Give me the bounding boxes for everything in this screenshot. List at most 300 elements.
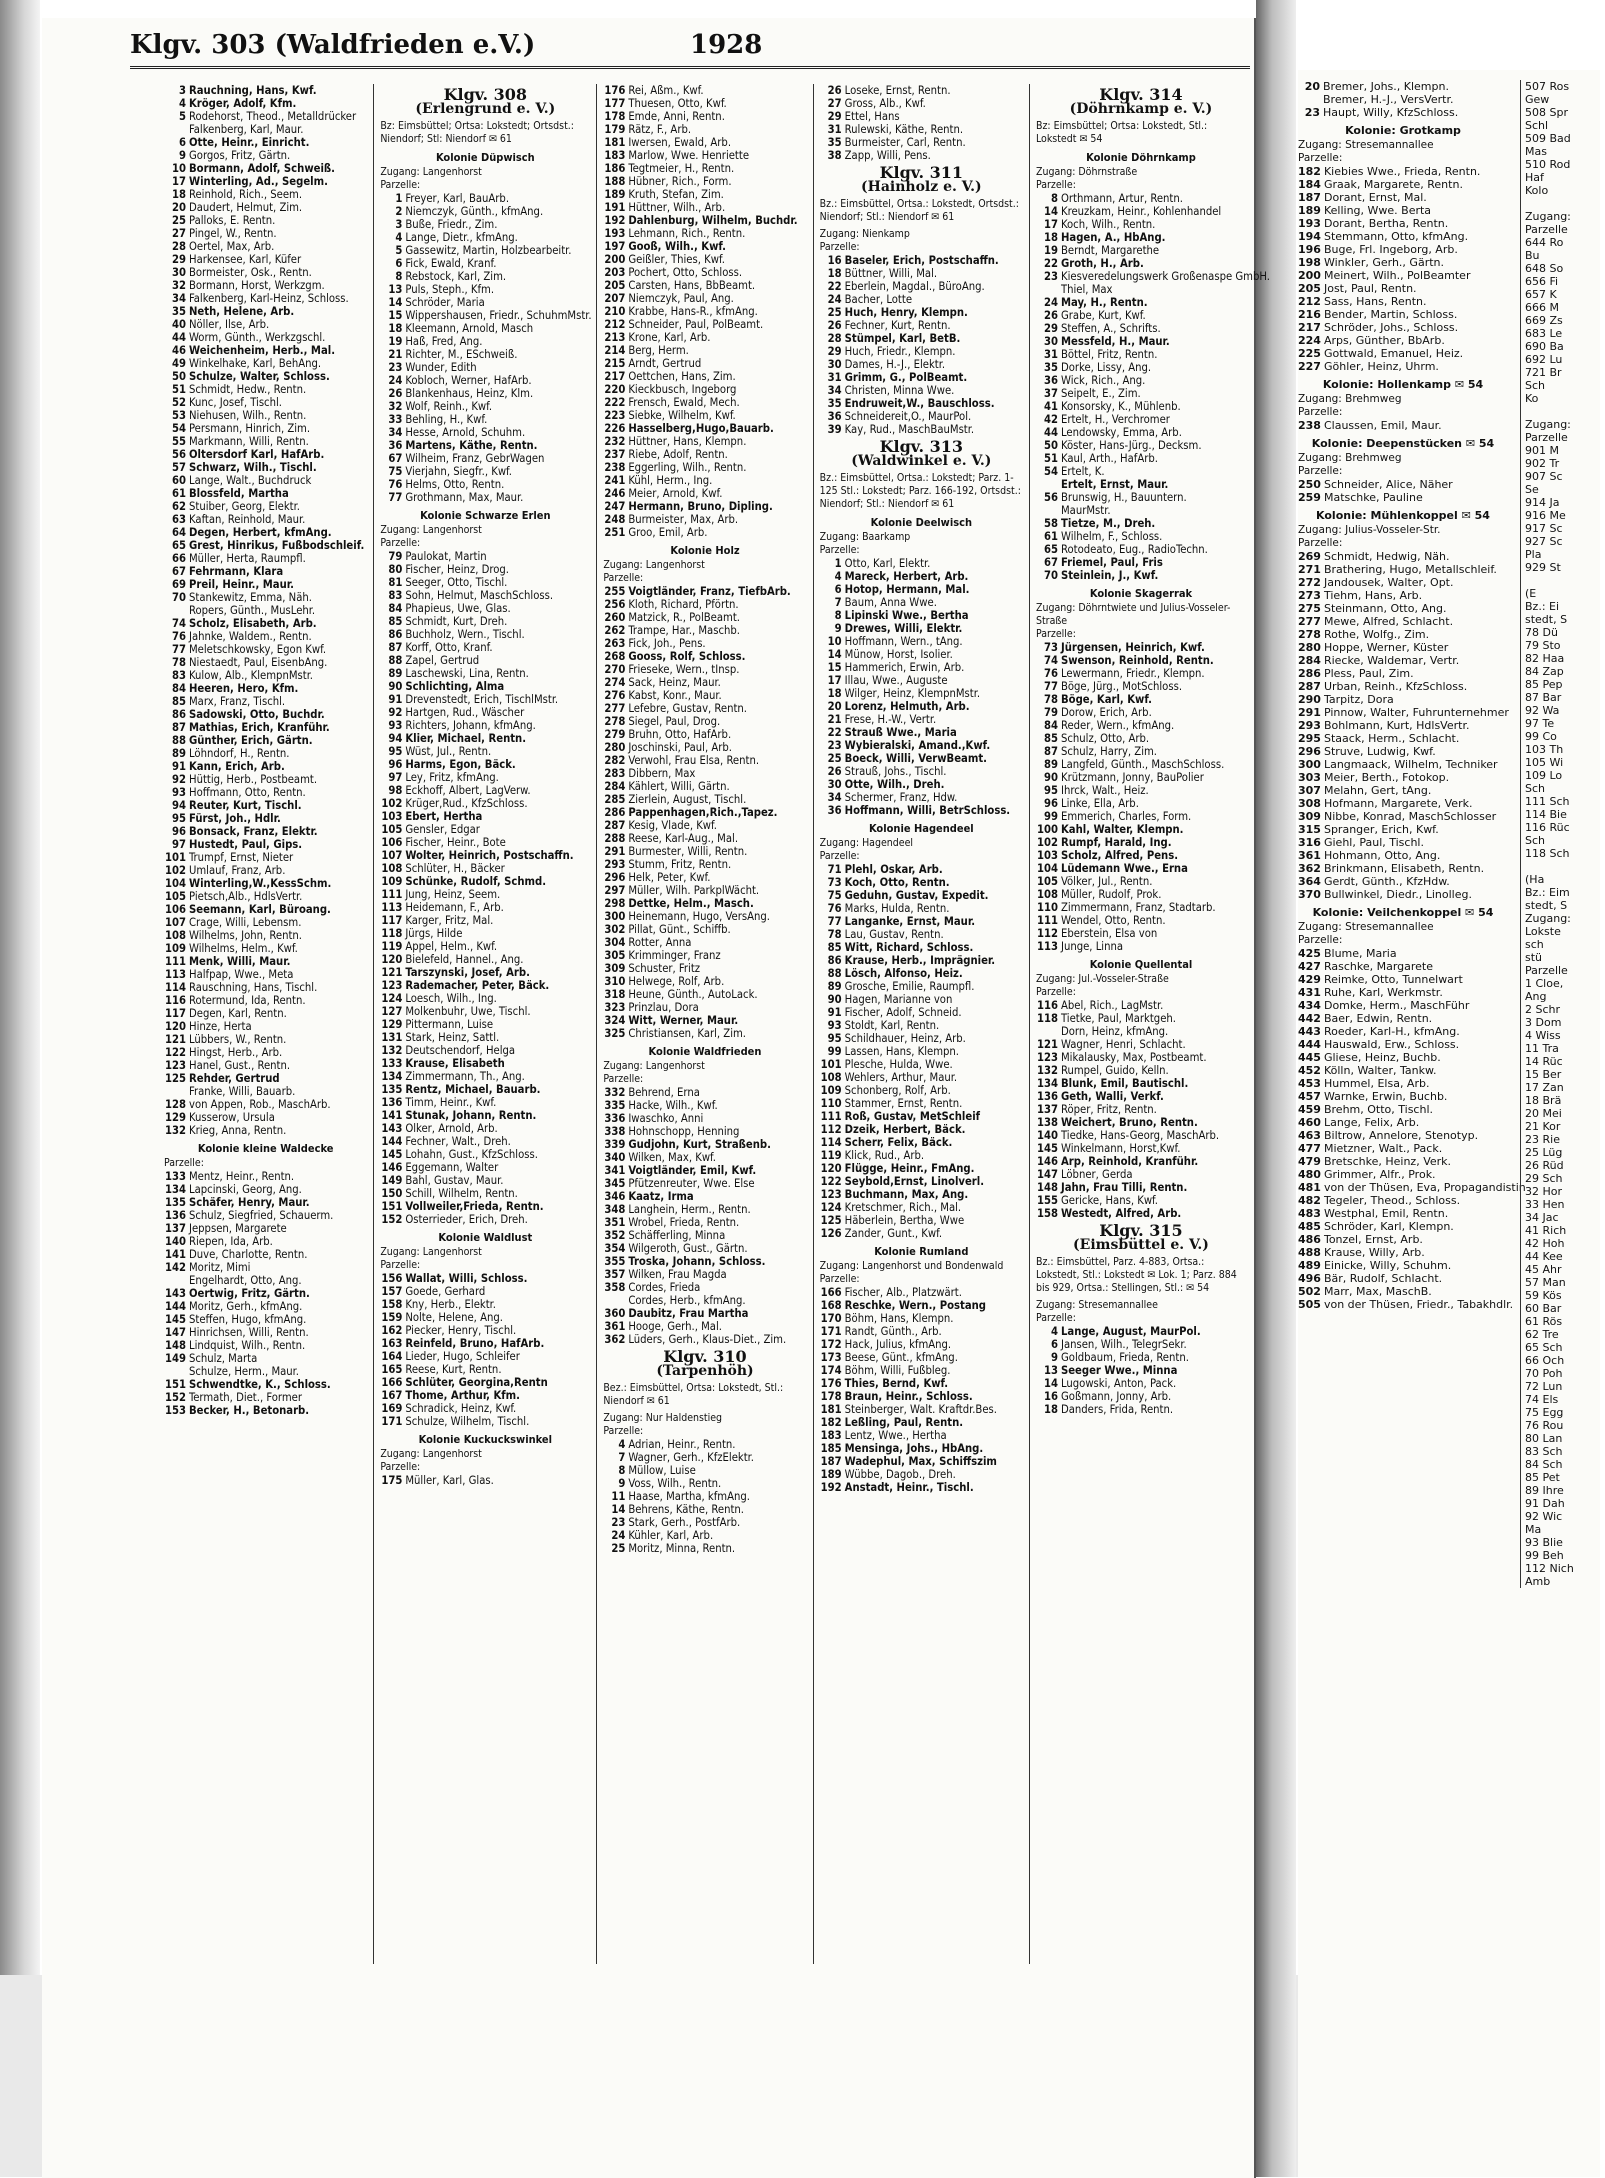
edge-fragment: 26 Rüd bbox=[1525, 1159, 1564, 1172]
list-item bbox=[164, 565, 367, 578]
list-item bbox=[603, 1255, 806, 1268]
club-info: Bz.: Eimsbüttel, Ortsa.: Lokstedt; Parz. 1-125 Stl.: Lokstedt; Parz. 166-192, Ortsdst.: Niendorf; Stl.: Niendorf ✉ 61 bbox=[819, 472, 1021, 510]
list-item bbox=[1036, 1064, 1246, 1077]
entry-text: Olker, Arnold, Arb. bbox=[405, 1122, 498, 1135]
entry-text: Rumpel, Guido, Kelln. bbox=[1060, 1064, 1169, 1077]
entry-number: 340 bbox=[604, 1151, 626, 1164]
list-item bbox=[1298, 667, 1508, 680]
zugang-label: Zugang: Hagendeel bbox=[819, 837, 914, 849]
entry-number: 95 bbox=[1043, 784, 1058, 797]
entry-text: Hartgen, Rud., Wäscher bbox=[405, 706, 525, 719]
zugang-label: Zugang: Döhrnstraße bbox=[1035, 166, 1138, 178]
entry-number: 32 bbox=[388, 400, 403, 413]
entry-number: 35 bbox=[827, 136, 842, 149]
entry-number: 146 bbox=[1036, 1155, 1058, 1168]
entry-number: 8 bbox=[834, 609, 842, 622]
entry-text: Grimmer, Alfr., Prok. bbox=[1323, 1168, 1436, 1181]
entry-number: 275 bbox=[1298, 602, 1321, 615]
list-item bbox=[1036, 1351, 1246, 1364]
entry-number: 29 bbox=[171, 253, 186, 266]
entry-number: 302 bbox=[604, 923, 626, 936]
entry-number: 8 bbox=[1050, 192, 1058, 205]
entry-number: 351 bbox=[604, 1216, 626, 1229]
entry-number: 36 bbox=[388, 439, 403, 452]
list-item bbox=[1298, 628, 1508, 641]
entry-number: 100 bbox=[1036, 823, 1058, 836]
entry-text: Osterrieder, Erich, Dreh. bbox=[405, 1213, 528, 1226]
entry-text: Seipelt, E., Zim. bbox=[1060, 387, 1141, 400]
column-1 bbox=[158, 84, 374, 1964]
edge-fragment: 648 So bbox=[1525, 262, 1564, 275]
list-item bbox=[380, 1415, 590, 1428]
entry-text: Kloth, Richard, Pförtn. bbox=[628, 598, 739, 611]
entry-number: 140 bbox=[1036, 1129, 1058, 1142]
entry-text: Mietzner, Walt., Pack. bbox=[1323, 1142, 1443, 1155]
edge-fragment: 666 M bbox=[1525, 301, 1559, 314]
entry-number: 136 bbox=[164, 1209, 186, 1222]
entry-number: 280 bbox=[1298, 641, 1321, 654]
list-item bbox=[164, 513, 367, 526]
edge-fragment: Kolo bbox=[1525, 184, 1549, 197]
entry-number: 108 bbox=[1036, 888, 1058, 901]
entry-number: 24 bbox=[1043, 296, 1058, 309]
entry-text: Grimm, G., PolBeamt. bbox=[844, 371, 968, 384]
entry-number: 98 bbox=[388, 784, 403, 797]
entry-text: Schulz, Marta bbox=[189, 1352, 258, 1365]
entry-text: Müller, Rudolf, Prok. bbox=[1060, 888, 1162, 901]
entry-text: Schildhauer, Heinz, Arb. bbox=[844, 1032, 966, 1045]
entry-number: 149 bbox=[164, 1352, 186, 1365]
list-item bbox=[1298, 823, 1508, 836]
list-item bbox=[380, 810, 590, 823]
entry-text: Burmeister, Carl, Rentn. bbox=[844, 136, 966, 149]
entry-text: Degen, Herbert, kfmAng. bbox=[189, 526, 332, 539]
entry-number: 79 bbox=[1043, 706, 1058, 719]
entry-text: Bonsack, Franz, Elektr. bbox=[189, 825, 318, 838]
edge-fragment: 656 Fi bbox=[1525, 275, 1559, 288]
list-item bbox=[603, 1242, 806, 1255]
list-item bbox=[603, 845, 806, 858]
entry-text: Nolte, Helene, Ang. bbox=[405, 1311, 503, 1324]
entry-number: 132 bbox=[381, 1044, 403, 1057]
list-item bbox=[380, 888, 590, 901]
list-item bbox=[1036, 771, 1246, 784]
entry-number: 460 bbox=[1298, 1116, 1321, 1129]
entry-text: Mathias, Erich, Kranführ. bbox=[189, 721, 330, 734]
entry-text: Schradick, Heinz, Kwf. bbox=[405, 1402, 517, 1415]
edge-fragment: 45 Ahr bbox=[1525, 1263, 1562, 1276]
entry-text: Schmidt, Kurt, Dreh. bbox=[405, 615, 508, 628]
list-item bbox=[820, 384, 1023, 397]
entry-text: Röper, Fritz, Rentn. bbox=[1060, 1103, 1157, 1116]
list-item bbox=[164, 1235, 367, 1248]
entry-text: Pinnow, Walter, Fuhrunternehmer bbox=[1323, 706, 1509, 719]
edge-fragment: 75 Egg bbox=[1525, 1406, 1564, 1419]
entry-text: Völker, Jul., Rentn. bbox=[1060, 875, 1153, 888]
entry-number: 34 bbox=[171, 292, 186, 305]
entry-text: Steinlein, J., Kwf. bbox=[1060, 569, 1159, 582]
entry-number: 90 bbox=[1043, 771, 1058, 784]
list-item bbox=[820, 1403, 1023, 1416]
entry-text: Brunswig, H., Bauuntern. bbox=[1060, 491, 1187, 504]
entry-number: 157 bbox=[381, 1285, 403, 1298]
entry-number: 141 bbox=[164, 1248, 186, 1261]
list-item bbox=[1036, 530, 1246, 543]
entry-text: Schlichting, Alma bbox=[405, 680, 505, 693]
entry-text: Rebstock, Karl, Zim. bbox=[405, 270, 507, 283]
entry-number: 76 bbox=[827, 902, 842, 915]
entry-text: Mewe, Alfred, Schlacht. bbox=[1323, 615, 1454, 628]
entry-number: 128 bbox=[164, 1098, 186, 1111]
entry-number: 107 bbox=[381, 849, 403, 862]
entry-number: 300 bbox=[604, 910, 626, 923]
list-item bbox=[380, 1363, 590, 1376]
entry-number: 144 bbox=[164, 1300, 186, 1313]
list-item bbox=[820, 1338, 1023, 1351]
list-item bbox=[164, 318, 367, 331]
entry-text: Kählert, Willi, Gärtn. bbox=[628, 780, 730, 793]
entry-text: Bohlmann, Kurt, HdlsVertr. bbox=[1323, 719, 1470, 732]
entry-text: Reese, Karl-Aug., Mal. bbox=[628, 832, 739, 845]
entry-number: 118 bbox=[381, 927, 403, 940]
entry-text: Raschke, Margarete bbox=[1323, 960, 1434, 973]
list-item bbox=[1298, 308, 1508, 321]
entry-number: 224 bbox=[1298, 334, 1321, 347]
entry-text: Krone, Karl, Arb. bbox=[628, 331, 711, 344]
list-item bbox=[164, 1339, 367, 1352]
entry-number: 113 bbox=[381, 901, 403, 914]
entry-number: 162 bbox=[381, 1324, 403, 1337]
entry-text: Joschinski, Paul, Arb. bbox=[628, 741, 732, 754]
entry-text: Karger, Fritz, Mal. bbox=[405, 914, 494, 927]
entry-text: Winterling, Ad., Segelm. bbox=[189, 175, 328, 188]
entry-number: 241 bbox=[604, 474, 626, 487]
kolonie-heading: Kolonie kleine Waldecke bbox=[197, 1142, 334, 1155]
edge-fragment: 15 Ber bbox=[1525, 1068, 1562, 1081]
entry-text: Riepen, Ida, Arb. bbox=[189, 1235, 273, 1248]
entry-number: 270 bbox=[604, 663, 626, 676]
list-item bbox=[1036, 335, 1246, 348]
entry-text: Anstadt, Heinr., Tischl. bbox=[844, 1481, 974, 1494]
column-2 bbox=[374, 84, 597, 1964]
list-item bbox=[164, 708, 367, 721]
entry-text: Blunk, Emil, Bautischl. bbox=[1060, 1077, 1189, 1090]
list-item bbox=[164, 1111, 367, 1124]
entry-number: 37 bbox=[1043, 387, 1058, 400]
entry-number: 175 bbox=[381, 1474, 403, 1487]
list-item bbox=[164, 409, 367, 422]
entry-number: 192 bbox=[820, 1481, 842, 1494]
list-item bbox=[380, 979, 590, 992]
edge-fragment: 11 Tra bbox=[1525, 1042, 1559, 1055]
entry-number: 170 bbox=[820, 1312, 842, 1325]
entry-number: 259 bbox=[1298, 491, 1321, 504]
list-item bbox=[1036, 784, 1246, 797]
zugang-label: Zugang: Langenhorst bbox=[380, 524, 482, 536]
list-item bbox=[820, 267, 1023, 280]
list-item bbox=[1298, 719, 1508, 732]
entry-text: Hinze, Herta bbox=[189, 1020, 252, 1033]
entry-text: Hüttner, Hans, Klempn. bbox=[628, 435, 747, 448]
entry-text: Pietsch,Alb., HdlsVertr. bbox=[189, 890, 303, 903]
entry-number: 463 bbox=[1298, 1129, 1321, 1142]
entry-text: Seemann, Karl, Büroang. bbox=[189, 903, 331, 916]
entry-number: 96 bbox=[388, 758, 403, 771]
list-item bbox=[1036, 439, 1246, 452]
entry-text: Köster, Hans-Jürg., Decksm. bbox=[1060, 439, 1202, 452]
entry-number: 24 bbox=[388, 374, 403, 387]
entry-number: 75 bbox=[827, 889, 842, 902]
list-item bbox=[380, 426, 590, 439]
entry-number: 278 bbox=[1298, 628, 1321, 641]
edge-fragment: Gew bbox=[1525, 93, 1550, 106]
entry-number: 225 bbox=[1298, 347, 1321, 360]
edge-fragment: 34 Jac bbox=[1525, 1211, 1559, 1224]
list-item bbox=[820, 254, 1023, 267]
entry-text: Wehlers, Arthur, Maur. bbox=[844, 1071, 958, 1084]
list-item bbox=[164, 552, 367, 565]
entry-text: Lüders, Gerh., Klaus-Diet., Zim. bbox=[628, 1333, 787, 1346]
entry-text: Wippershausen, Friedr., SchuhmMstr. bbox=[405, 309, 592, 322]
entry-text: Rothe, Wolfg., Zim. bbox=[1323, 628, 1430, 641]
list-item bbox=[820, 136, 1023, 149]
entry-text: Schröder, Maria bbox=[405, 296, 485, 309]
list-item bbox=[1036, 452, 1246, 465]
entry-text: Siebke, Wilhelm, Kwf. bbox=[628, 409, 736, 422]
zugang-label: Zugang: Nur Haldenstieg bbox=[603, 1412, 723, 1424]
list-item bbox=[603, 1177, 806, 1190]
entry-number: 144 bbox=[381, 1135, 403, 1148]
entry-number: 108 bbox=[820, 1071, 842, 1084]
list-item bbox=[820, 1071, 1023, 1084]
entry-text: Kobloch, Werner, HafArb. bbox=[405, 374, 532, 387]
entry-text: Tegtmeier, H., Rentn. bbox=[628, 162, 735, 175]
entry-text: Dzeik, Herbert, Bäck. bbox=[844, 1123, 966, 1136]
entry-text: Wilgeroth, Gust., Gärtn. bbox=[628, 1242, 748, 1255]
entry-number: 67 bbox=[1043, 556, 1058, 569]
entry-number: 192 bbox=[604, 214, 626, 227]
list-item bbox=[820, 1481, 1023, 1494]
list-item bbox=[380, 1200, 590, 1213]
list-item bbox=[1036, 1103, 1246, 1116]
entry-number: 96 bbox=[171, 825, 186, 838]
list-item bbox=[1298, 576, 1508, 589]
list-item bbox=[820, 583, 1023, 596]
list-item bbox=[603, 832, 806, 845]
kolonie-heading: Kolonie Rumland bbox=[874, 1245, 969, 1258]
entry-number: 101 bbox=[820, 1058, 842, 1071]
list-item bbox=[164, 305, 367, 318]
entry-text: Seeger, Otto, Tischl. bbox=[405, 576, 508, 589]
edge-fragment: 82 Haa bbox=[1525, 652, 1565, 665]
list-item bbox=[1298, 641, 1508, 654]
entry-number: 137 bbox=[164, 1222, 186, 1235]
entry-text: Otte, Wilh., Dreh. bbox=[844, 778, 945, 791]
entry-number: 271 bbox=[1298, 563, 1321, 576]
list-item bbox=[603, 585, 806, 598]
entry-number: 33 bbox=[388, 413, 403, 426]
entry-text: Behrend, Erna bbox=[628, 1086, 700, 1099]
list-item bbox=[603, 487, 806, 500]
list-item bbox=[380, 1337, 590, 1350]
list-item bbox=[820, 700, 1023, 713]
entry-number: 196 bbox=[1298, 243, 1321, 256]
list-item bbox=[1298, 602, 1508, 615]
entry-text: Lübbers, W., Rentn. bbox=[189, 1033, 287, 1046]
entry-text: Schlüter, H., Bäcker bbox=[405, 862, 505, 875]
list-item bbox=[164, 799, 367, 812]
entry-text: Schulze, Herm., Maur. bbox=[189, 1365, 299, 1378]
list-item bbox=[164, 266, 367, 279]
entry-text: Fehrmann, Klara bbox=[189, 565, 284, 578]
entry-number: 425 bbox=[1298, 947, 1321, 960]
list-item bbox=[380, 1474, 590, 1487]
list-item bbox=[380, 1161, 590, 1174]
entry-number: 277 bbox=[1298, 615, 1321, 628]
entry-text: Halfpap, Wwe., Meta bbox=[189, 968, 294, 981]
list-item bbox=[820, 410, 1023, 423]
entry-number: 75 bbox=[388, 465, 403, 478]
edge-fragment: stü bbox=[1525, 951, 1543, 964]
list-item bbox=[1036, 745, 1246, 758]
entry-text: Lipinski Wwe., Bertha bbox=[844, 609, 969, 622]
list-item bbox=[603, 1516, 806, 1529]
parzelle-label: Parzelle: bbox=[1035, 179, 1076, 191]
entry-text: Blossfeld, Martha bbox=[189, 487, 289, 500]
page-right-edge-column bbox=[1520, 80, 1605, 1588]
entry-text: Wolter, Heinrich, Postschaffn. bbox=[405, 849, 574, 862]
entry-text: Arps, Günther, BbArb. bbox=[1323, 334, 1445, 347]
kolonie-heading: Kolonie Schwarze Erlen bbox=[420, 509, 551, 522]
list-item bbox=[603, 949, 806, 962]
entry-number: 133 bbox=[381, 1057, 403, 1070]
entry-text: Scholz, Elisabeth, Arb. bbox=[189, 617, 317, 630]
list-item bbox=[380, 758, 590, 771]
club-title: Klgv. 314 bbox=[1099, 85, 1183, 104]
entry-text: Laschewski, Lina, Rentn. bbox=[405, 667, 529, 680]
list-item bbox=[820, 648, 1023, 661]
entry-text: Einicke, Willy, Schuhm. bbox=[1323, 1259, 1452, 1272]
entry-number: 25 bbox=[827, 306, 842, 319]
entry-number: 88 bbox=[171, 734, 186, 747]
entry-text: Stunak, Johann, Rentn. bbox=[405, 1109, 537, 1122]
list-item bbox=[1298, 419, 1508, 432]
entry-number: 279 bbox=[604, 728, 626, 741]
list-item bbox=[164, 812, 367, 825]
entry-text: Reuter, Kurt, Tischl. bbox=[189, 799, 302, 812]
list-item bbox=[164, 1248, 367, 1261]
list-item bbox=[603, 819, 806, 832]
entry-number: 9 bbox=[834, 622, 842, 635]
entry-text: Falkenberg, Karl-Heinz, Schloss. bbox=[189, 292, 349, 305]
entry-text: Meletschkowsky, Egon Kwf. bbox=[189, 643, 327, 656]
entry-text: Leßling, Paul, Rentn. bbox=[844, 1416, 964, 1429]
list-item bbox=[1036, 1051, 1246, 1064]
list-item bbox=[164, 955, 367, 968]
list-item bbox=[820, 1377, 1023, 1390]
parzelle-label: Parzelle: bbox=[819, 850, 860, 862]
list-item bbox=[603, 123, 806, 136]
entry-number: 53 bbox=[171, 409, 186, 422]
entry-number: 158 bbox=[381, 1298, 403, 1311]
list-item bbox=[603, 266, 806, 279]
entry-text: Heinemann, Hugo, VersAng. bbox=[628, 910, 770, 923]
entry-number: 4 bbox=[618, 1438, 626, 1451]
list-item bbox=[380, 706, 590, 719]
entry-text: Ruhe, Karl, Werkmstr. bbox=[1323, 986, 1443, 999]
entry-number: 6 bbox=[834, 583, 842, 596]
entry-text: Kann, Erich, Arb. bbox=[189, 760, 285, 773]
entry-text: Mareck, Herbert, Arb. bbox=[844, 570, 969, 583]
list-item bbox=[1036, 641, 1246, 654]
entry-text: Kühl, Herm., Ing. bbox=[628, 474, 713, 487]
entry-text: Loseke, Ernst, Rentn. bbox=[844, 84, 951, 97]
list-item bbox=[1036, 257, 1246, 270]
entry-number: 25 bbox=[611, 1542, 626, 1555]
entry-number: 278 bbox=[604, 715, 626, 728]
entry-number: 108 bbox=[381, 862, 403, 875]
entry-number: 200 bbox=[1298, 269, 1321, 282]
entry-text: Schulz, Siegfried, Schauerm. bbox=[189, 1209, 334, 1222]
list-item bbox=[1298, 1285, 1508, 1298]
list-item bbox=[820, 570, 1023, 583]
list-item bbox=[820, 1032, 1023, 1045]
entry-text: Jandousek, Walter, Opt. bbox=[1323, 576, 1454, 589]
list-item bbox=[1298, 191, 1508, 204]
entry-number: 69 bbox=[171, 578, 186, 591]
list-item bbox=[164, 1183, 367, 1196]
entry-text: Büttner, Willi, Mal. bbox=[844, 267, 938, 280]
list-item bbox=[603, 448, 806, 461]
entry-text: Winkelmann, Horst,Kwf. bbox=[1060, 1142, 1181, 1155]
kolonie-heading: Kolonie: Grotkamp bbox=[1345, 124, 1461, 137]
list-item bbox=[603, 136, 806, 149]
entry-number: 110 bbox=[820, 1097, 842, 1110]
list-item bbox=[1298, 784, 1508, 797]
list-item bbox=[1298, 1142, 1508, 1155]
entry-text: Klick, Rud., Arb. bbox=[844, 1149, 925, 1162]
entry-text: Hermann, Bruno, Dipling. bbox=[628, 500, 773, 513]
list-item bbox=[820, 149, 1023, 162]
list-item bbox=[1298, 706, 1508, 719]
entry-text: Lohahn, Gust., KfzSchloss. bbox=[405, 1148, 538, 1161]
edge-fragment: 20 Mei bbox=[1525, 1107, 1562, 1120]
edge-fragment: 17 Zan bbox=[1525, 1081, 1564, 1094]
list-item bbox=[1036, 1155, 1246, 1168]
list-item bbox=[380, 992, 590, 1005]
entry-text: Baer, Edwin, Rentn. bbox=[1323, 1012, 1433, 1025]
entry-number: 123 bbox=[381, 979, 403, 992]
entry-number: 200 bbox=[604, 253, 626, 266]
entry-text: Dorn, Heinz, kfmAng. bbox=[1060, 1025, 1169, 1038]
entry-number: 62 bbox=[171, 500, 186, 513]
entry-number: 443 bbox=[1298, 1025, 1321, 1038]
zugang-label: Zugang: Döhrntwiete und Julius-Vosseler-Straße bbox=[1035, 602, 1231, 627]
entry-text: Dahlenburg, Wilhelm, Buchdr. bbox=[628, 214, 798, 227]
entry-number: 94 bbox=[388, 732, 403, 745]
list-item bbox=[380, 348, 590, 361]
entry-number: 176 bbox=[604, 84, 626, 97]
entry-number: 134 bbox=[381, 1070, 403, 1083]
entry-text: Witt, Werner, Maur. bbox=[628, 1014, 739, 1027]
entry-text: Haase, Martha, kfmAng. bbox=[628, 1490, 750, 1503]
list-item bbox=[603, 1333, 806, 1346]
edge-fragment: (E bbox=[1525, 587, 1537, 600]
entry-text: Abel, Rich., LagMstr. bbox=[1060, 999, 1164, 1012]
list-item bbox=[1036, 810, 1246, 823]
zugang-label: Zugang: Julius-Vosseler-Str. bbox=[1298, 524, 1441, 536]
edge-fragment: 42 Hoh bbox=[1525, 1237, 1565, 1250]
